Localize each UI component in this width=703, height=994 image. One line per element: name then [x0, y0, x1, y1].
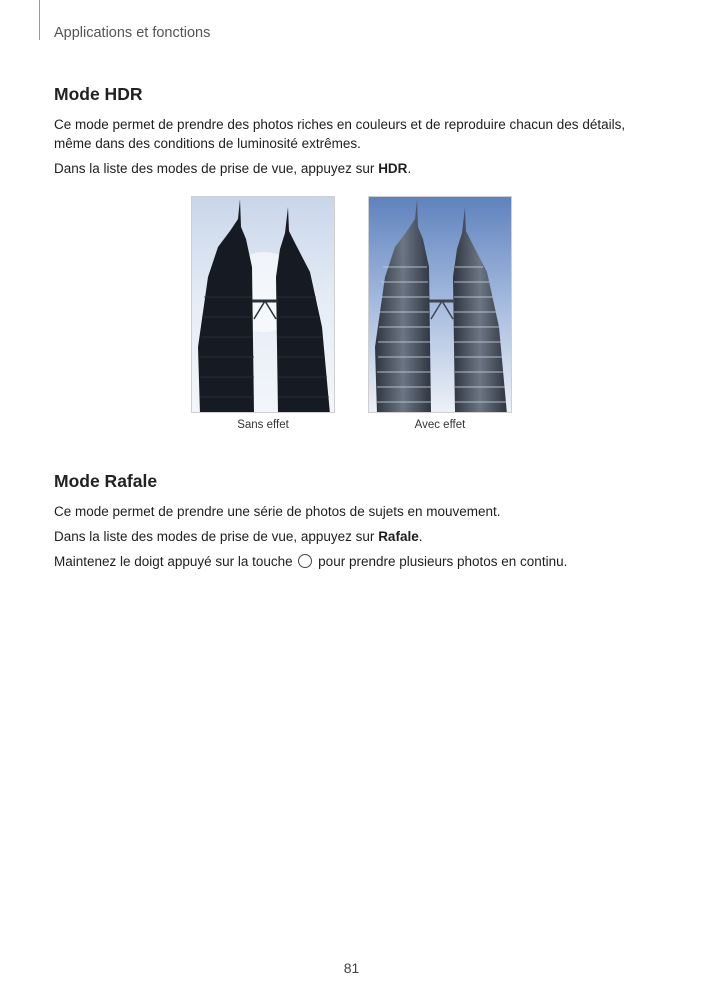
- burst-hold-text-end: pour prendre plusieurs photos en continu.: [314, 554, 568, 569]
- burst-hold-instruction: [54, 552, 654, 571]
- towers-hdr-illustration: [369, 197, 512, 413]
- hdr-instruction-text: Dans la liste des modes de prise de vue, appuyez sur: [54, 161, 379, 176]
- burst-mode-name: Rafale: [378, 529, 419, 544]
- hdr-mode-name: HDR: [378, 161, 408, 176]
- burst-instruction-text: Dans la liste des modes de prise de vue, appuyez sur: [54, 529, 379, 544]
- hdr-instruction: [54, 159, 654, 178]
- burst-section-title: Mode Rafale: [54, 471, 158, 491]
- running-header: Applications et fonctions: [54, 25, 211, 41]
- margin-rule: [39, 0, 40, 40]
- caption-with-hdr: Avec effet: [414, 419, 466, 431]
- burst-hold-text: Maintenez le doigt appuyé sur la touche: [54, 554, 297, 569]
- page-number: 81: [343, 960, 360, 976]
- hdr-instruction-end: .: [407, 161, 412, 176]
- hdr-section-title: Mode HDR: [54, 84, 143, 104]
- burst-instruction-end: .: [418, 529, 423, 544]
- hdr-description: Ce mode permet de prendre des photos riches en couleurs et de reproduire chacun des détails, même dans des conditions de luminosité extrêmes.: [54, 117, 626, 151]
- shutter-button-icon: [298, 554, 312, 568]
- towers-plain-illustration: [192, 197, 335, 413]
- caption-without-hdr: Sans effet: [237, 419, 289, 431]
- burst-instruction: [54, 527, 654, 546]
- burst-description: Ce mode permet de prendre une série de photos de sujets en mouvement.: [54, 504, 501, 519]
- photo-with-hdr: [368, 196, 512, 413]
- photo-without-hdr: [191, 196, 335, 413]
